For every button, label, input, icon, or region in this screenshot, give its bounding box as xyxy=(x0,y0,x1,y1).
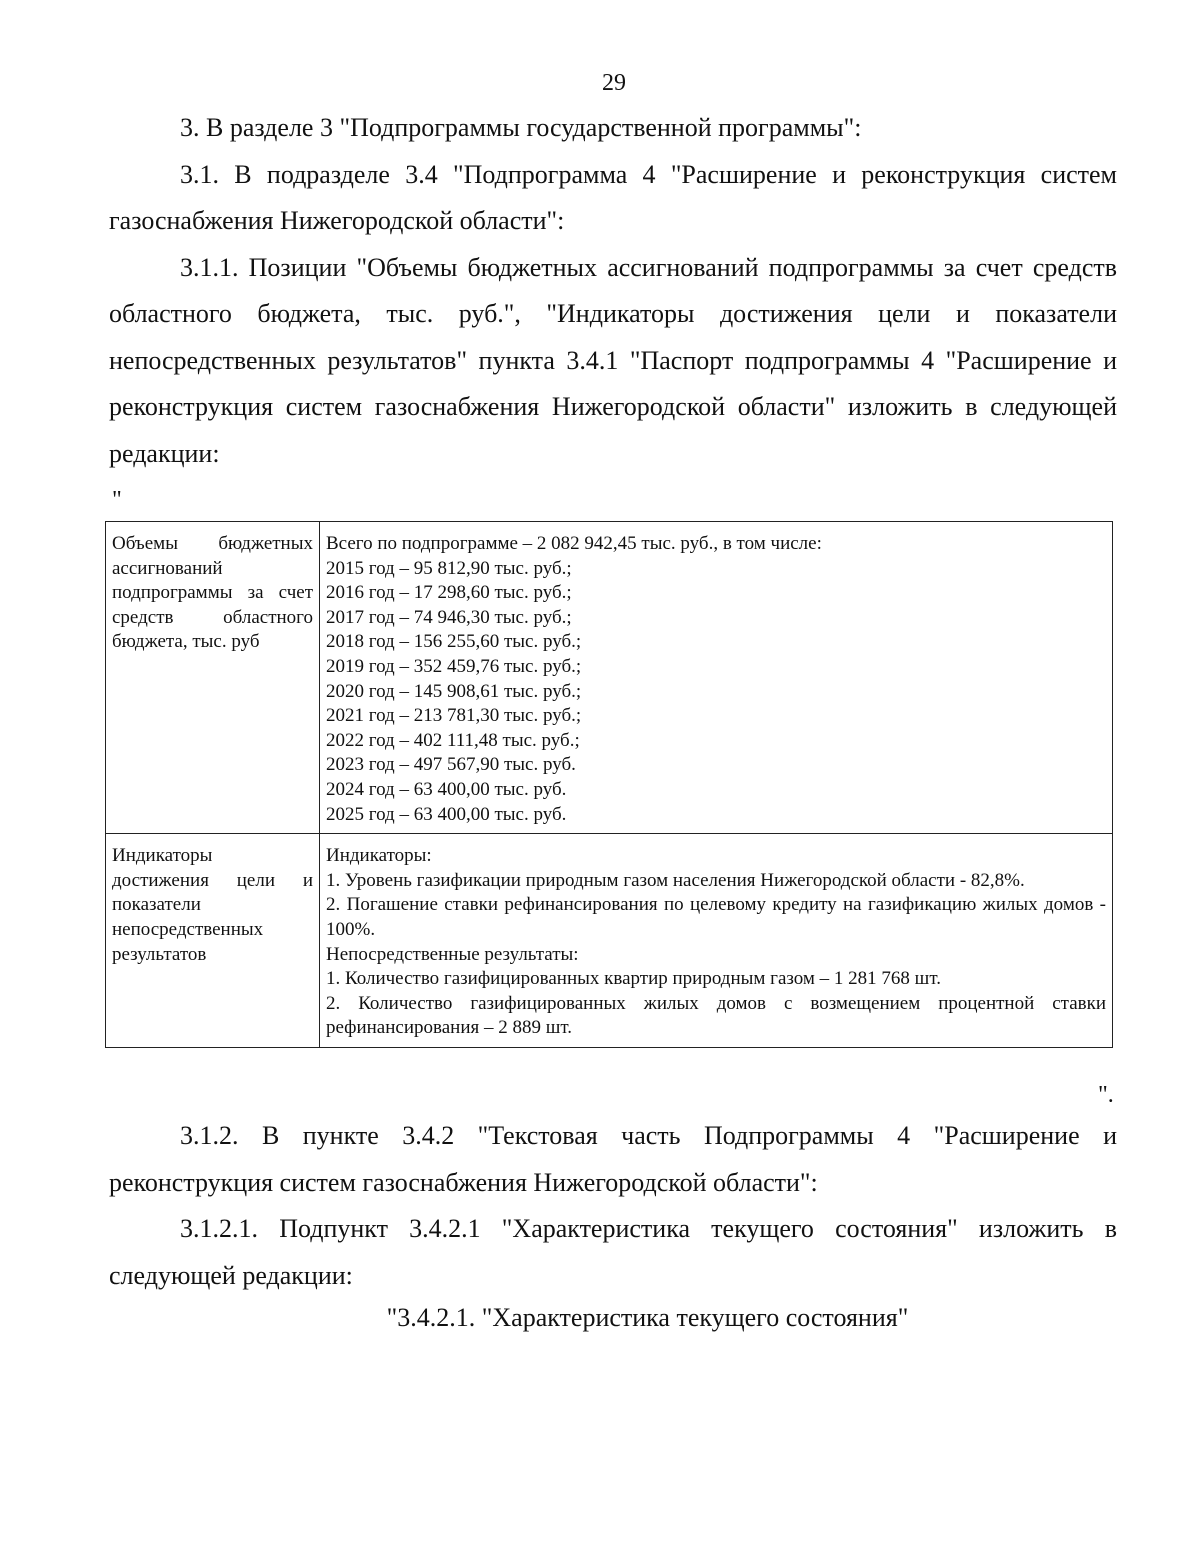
budget-values-cell xyxy=(320,522,1113,834)
intro-text xyxy=(109,105,1117,477)
budget-label-cell: Объемы бюджетных ассигнований подпрограммы за счет средств областного бюджета, тыс. руб xyxy=(106,522,320,834)
table-row-budget xyxy=(106,522,1113,834)
page-number: 29 xyxy=(602,70,626,96)
paragraph-section-3: 3. В разделе 3 "Подпрограммы государственной программы": xyxy=(180,113,862,142)
budget-line-2022: 2022 год – 402 111,48 тыс. руб.; xyxy=(326,729,580,751)
opening-quote: " xyxy=(112,487,122,513)
paragraph-3-1-1: 3.1.1. Позиции "Объемы бюджетных ассигнований подпрограммы за счет средств областного бюджета, тыс. руб.", "Индикаторы достижения цели и показатели непосредственных результатов" пункта 3.4.1 "Паспорт подпрограммы 4 "Расширение и реконструкция систем газоснабжения Нижегородской области" изложить в следующей редакции: xyxy=(109,252,1117,468)
paragraph-3-1-2-1: 3.1.2.1. Подпункт 3.4.2.1 "Характеристика текущего состояния" изложить в следующей редакции: xyxy=(109,1214,1117,1290)
budget-line-2025: 2025 год – 63 400,00 тыс. руб. xyxy=(326,803,567,825)
passport-table xyxy=(105,521,1113,1048)
paragraph-3-1-2: 3.1.2. В пункте 3.4.2 "Текстовая часть Подпрограммы 4 "Расширение и реконструкция систем газоснабжения Нижегородской области": xyxy=(109,1121,1117,1197)
budget-line-2015: 2015 год – 95 812,90 тыс. руб.; xyxy=(326,557,572,579)
table-row-indicators xyxy=(106,834,1113,1048)
results-heading: Непосредственные результаты: xyxy=(326,943,579,965)
budget-line-2018: 2018 год – 156 255,60 тыс. руб.; xyxy=(326,631,582,653)
budget-line-2021: 2021 год – 213 781,30 тыс. руб.; xyxy=(326,705,582,727)
indicator-1: 1. Уровень газификации природным газом населения Нижегородской области - 82,8%. xyxy=(326,869,1025,891)
indicators-heading: Индикаторы: xyxy=(326,845,432,867)
budget-line-2020: 2020 год – 145 908,61 тыс. руб.; xyxy=(326,680,582,702)
budget-line-2017: 2017 год – 74 946,30 тыс. руб.; xyxy=(326,606,572,628)
indicators-values-cell xyxy=(320,834,1113,1048)
result-1: 1. Количество газифицированных квартир природным газом – 1 281 768 шт. xyxy=(326,968,941,990)
result-2: 2. Количество газифицированных жилых домов с возмещением процентной ставки рефинансирования – 2 889 шт. xyxy=(326,992,1106,1039)
budget-line-2024: 2024 год – 63 400,00 тыс. руб. xyxy=(326,778,567,800)
indicator-2: 2. Погашение ставки рефинансирования по целевому кредиту на газификацию жилых домов - 100%. xyxy=(326,894,1106,940)
budget-line-2019: 2019 год – 352 459,76 тыс. руб.; xyxy=(326,655,582,677)
budget-line-2016: 2016 год – 17 298,60 тыс. руб.; xyxy=(326,582,572,604)
paragraph-3-1: 3.1. В подразделе 3.4 "Подпрограмма 4 "Расширение и реконструкция систем газоснабжения Нижегородской области": xyxy=(109,159,1117,235)
section-heading: "3.4.2.1. "Характеристика текущего состояния" xyxy=(386,1303,909,1332)
budget-total-line: Всего по подпрограмме – 2 082 942,45 тыс. руб., в том числе: xyxy=(326,533,822,554)
indicators-label-cell: Индикаторы достижения цели и показатели непосредственных результатов xyxy=(106,834,320,1048)
closing-quote: ". xyxy=(1098,1082,1114,1108)
continuation-text xyxy=(109,1113,1117,1299)
budget-line-2023: 2023 год – 497 567,90 тыс. руб. xyxy=(326,754,576,776)
